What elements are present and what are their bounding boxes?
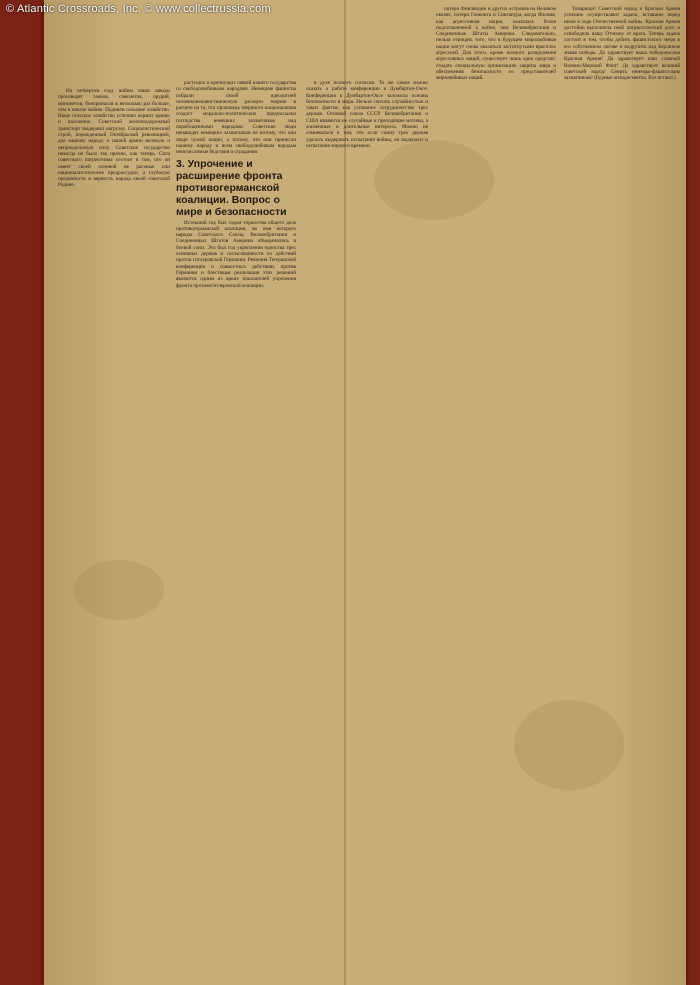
stain (74, 560, 164, 620)
stain (514, 700, 624, 790)
text-column-1 (58, 88, 170, 191)
text-column-2 (176, 80, 296, 291)
paragraph: потери Финляндии и других островов на Великом океане, потери Гонконга и Сингапура, когда Япония, как агрессивная нация, оказалась более подготовленной к войне, чем Великобритания и Соединенные Штаты Америки. Следовательно, нельзя отрицать того, что в будущем миролюбивые нации могут снова оказаться застигнутыми врасплох агрессией. Для этого, кроме полного разоружения агрессивных наций, существует лишь одно средство: создать специальную организацию защиты мира и обеспечения безопасности из представителей миролюбивых наций. (436, 6, 556, 82)
watermark: © Atlantic Crossroads, Inc. © www.collectrussia.com (6, 3, 271, 15)
paragraph: Истекший год был годом торжества общего дела противогерманской коалиции, во имя которого народы Советского Союза, Великобритании и Соединенных Штатов Америки объединились в боевой союз. Это был год укрепления единства трех основных держав и согласованности их действий против гитлеровской Германии. Решения Тегеранской конференции о совместных действиях против Германии и блестящая реализация этих решений являются одним из ярких показателей упрочения фронта противогитлеровской коалиции. (176, 219, 296, 289)
paragraph: растущих и крепнущих связей нашего государства со свободолюбивыми народами. Немецкие фашисты избрали своей идеологией человеконенавистническую расовую теорию в расчете на то, что проповедь звериного национализма создаст морально-политические предпосылки господства немецких захватчиков над порабощенными народами. Советские люди ненавидят немецких захватчиков не потому, что они люди чужой нации, а потому, что они принесли нашему народу и всем свободолюбивым народам неисчислимые бедствия и страдания. (176, 80, 296, 156)
text-column-4 (436, 6, 556, 84)
paragraph: На четвертом году войны наши заводы производят танков, самолетов, орудий, минометов, боеприпасов в несколько раз больше, чем в начале войны. Подняли сельское хозяйство. Наше сельское хозяйство успешно кормит армию и население. Советский железнодорожный транспорт выдержал нагрузку. Социалистический строй, порожденный Октябрьской революцией, дал нашему народу и нашей армии великую и непреодолимую силу. Советское государство никогда не было так прочно, как теперь. Сила советского патриотизма состоит в том, что он имеет своей основой не расовые или националистические предрассудки, а глубокую преданность и верность народа своей советской Родине. (58, 88, 170, 189)
paragraph: в духе полного согласия. То же самое можно сказать о работе конференции в Думбартон-Оксе. Конференция в Думбартон-Оксе заложила основы безопасности и мира. Нельзя считать случайностью и таких фактов, как успешное сотрудничество трех держав. Основой союза СССР, Великобритании и США являются не случайные и преходящие мотивы, а жизненные и длительные интересы. Можно не сомневаться в том, что если союзу трех держав удалось выдержать испытания войны, он выдержит и испытания мирного времени. (306, 80, 428, 149)
text-column-5 (564, 6, 680, 84)
text-column-3 (306, 80, 428, 151)
section-heading: 3. Упрочение и расширение фронта противогерманской коалиции. Вопрос о мире и безопасности (176, 157, 287, 218)
paragraph: Товарищи! Советский народ и Красная Армия успешно осуществляют задачи, вставшие перед ними в ходе Отечественной войны. Красная Армия достойно выполнила свой патриотический долг и освободила нашу Отчизну от врага. Теперь задача состоит в том, чтобы добить фашистского зверя в его собственном логове и водрузить над Берлином знамя победы. Да здравствует наша победоносная Красная Армия! Да здравствует наш славный Военно-Морской Флот! Да здравствует великий советский народ! Смерть немецко-фашистским захватчикам! (Бурные аплодисменты. Все встают.) (564, 6, 680, 82)
newspaper-sheet (44, 0, 686, 985)
stain (374, 140, 494, 220)
